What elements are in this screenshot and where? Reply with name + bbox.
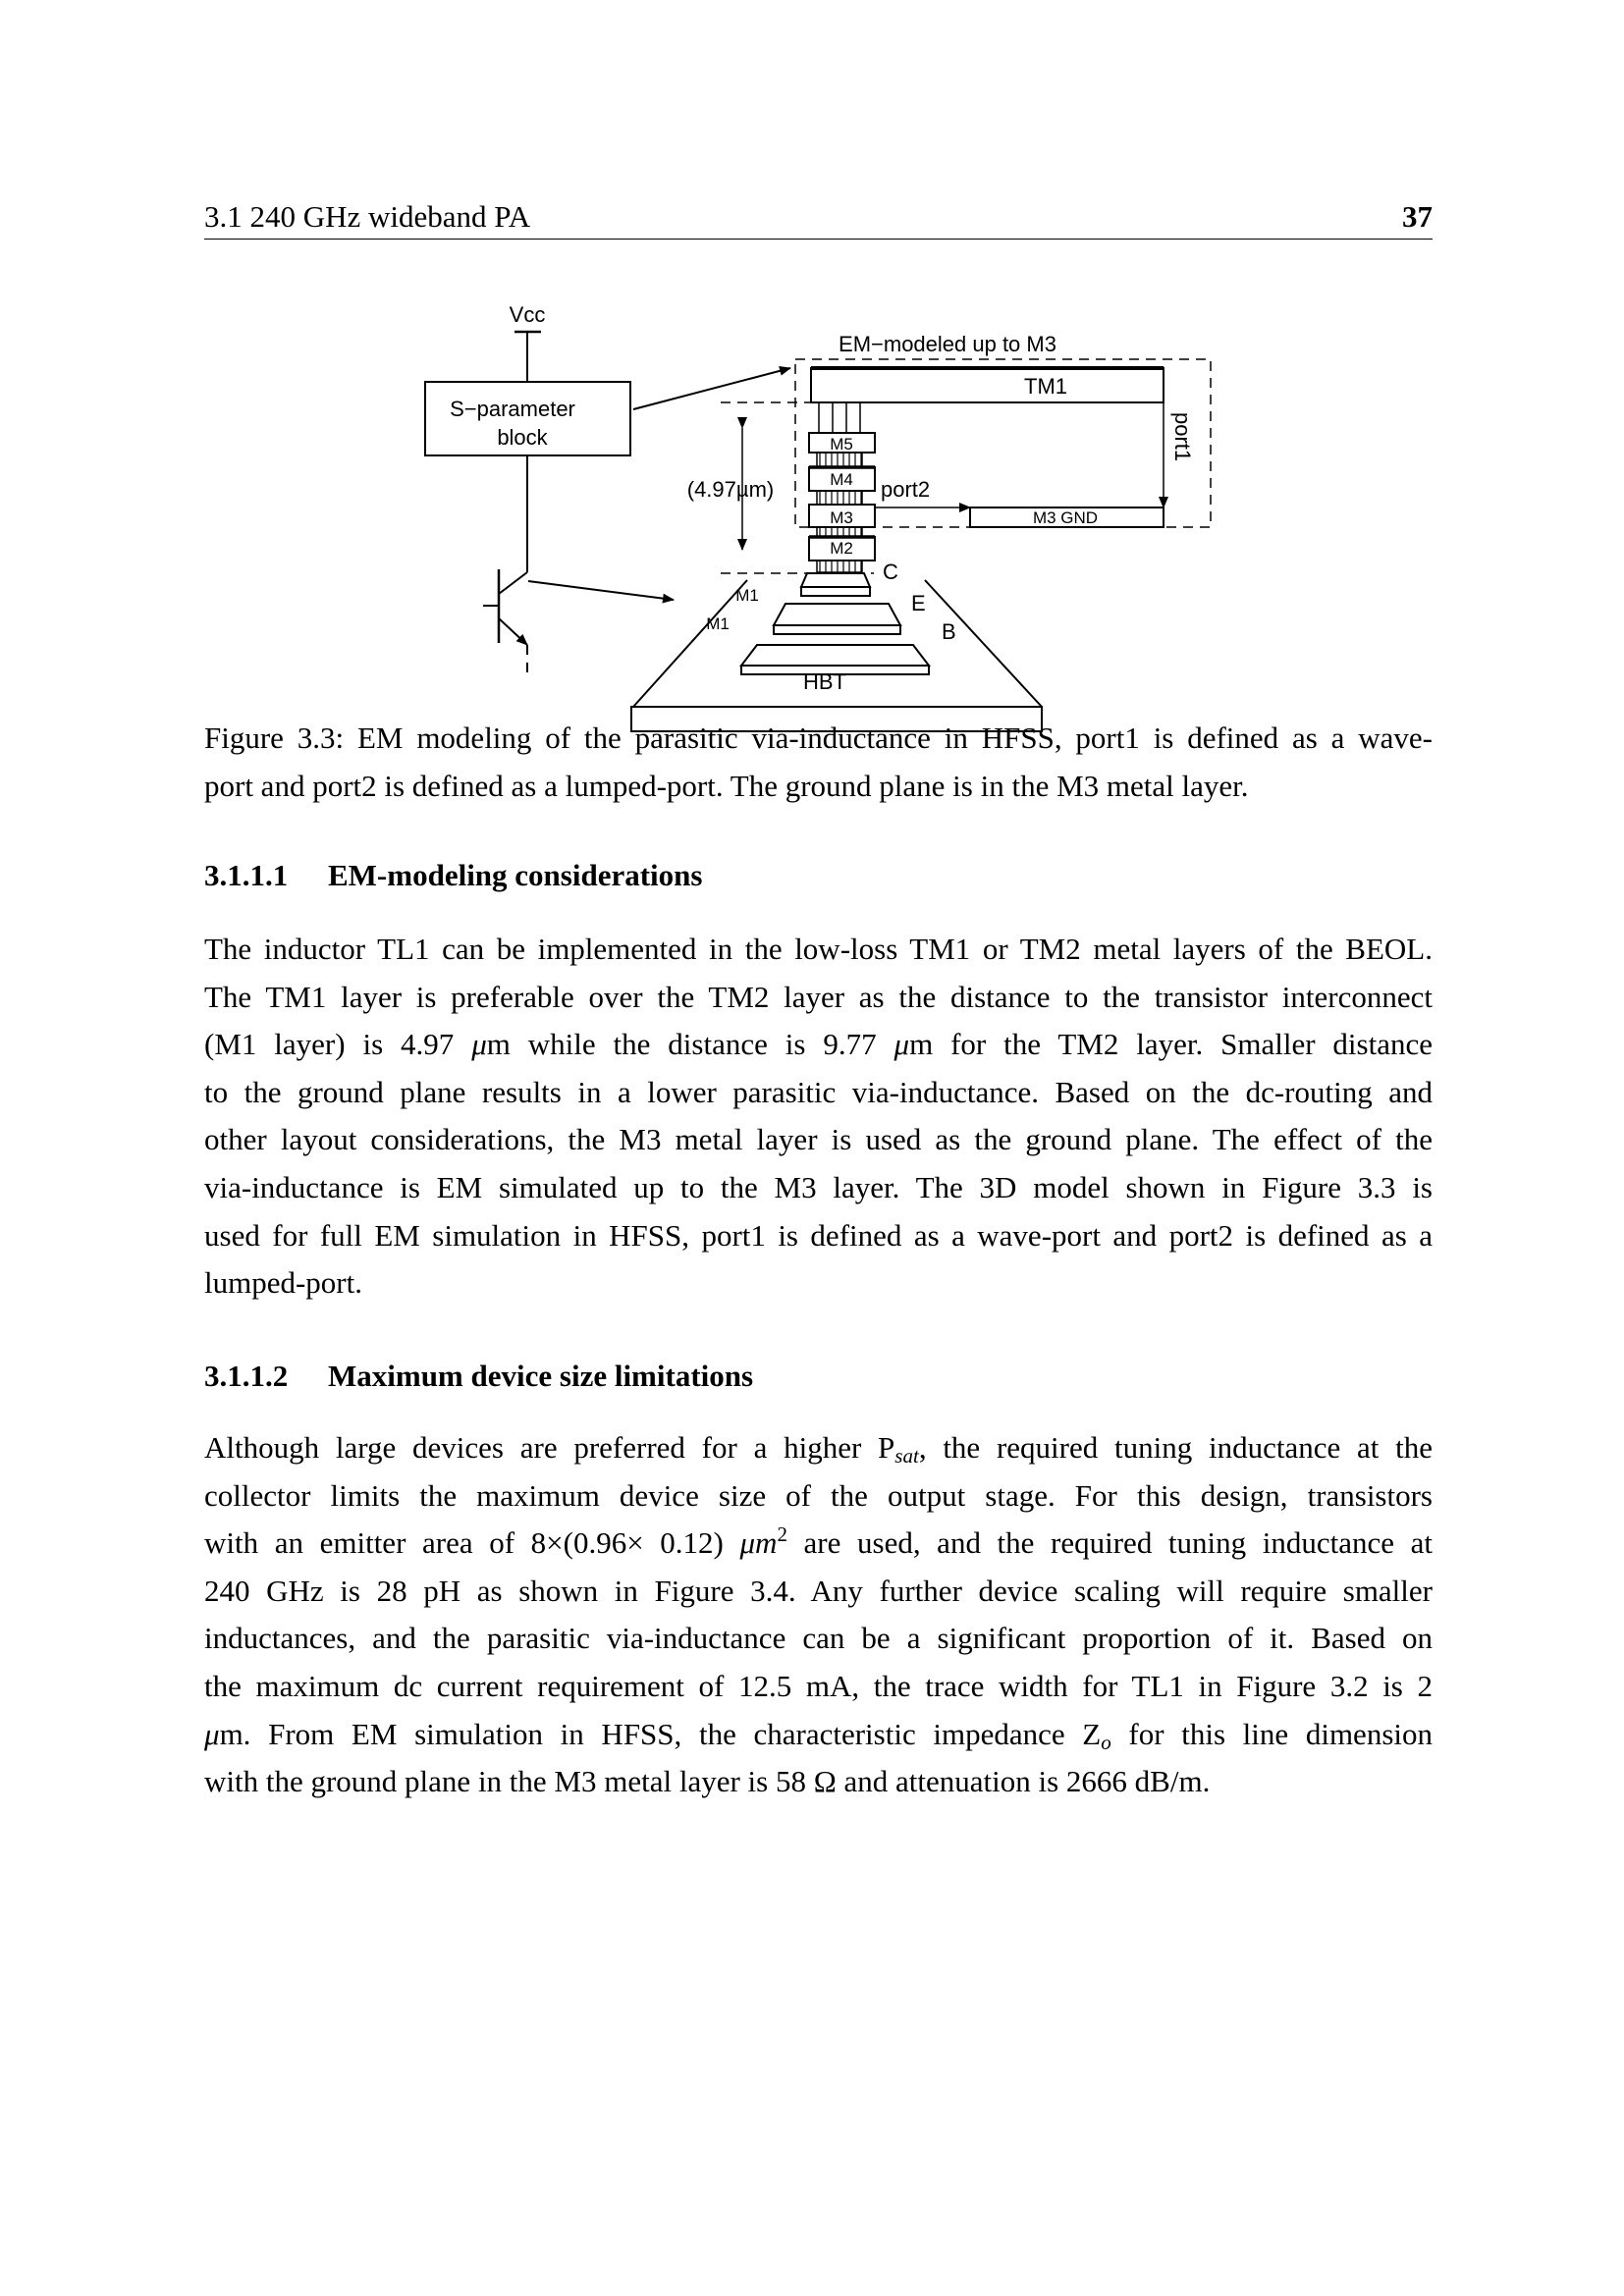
- text-line: [204, 1615, 1433, 1663]
- text-line: [204, 926, 1433, 974]
- text-segment: 240 GHz is 28 pH as shown in Figure 3.4. Any further device scaling will require smaller: [204, 1573, 1433, 1608]
- c-label: C: [883, 560, 898, 584]
- text-segment: port and port2 is defined as a lumped-port. The ground plane is in the M3 metal layer.: [204, 768, 1249, 803]
- text-segment: to the ground plane results in a lower parasitic via-inductance. Based on the dc-routing and: [204, 1074, 1433, 1109]
- text-line: [204, 974, 1433, 1022]
- text-line: [204, 1472, 1433, 1521]
- text-line: [204, 715, 1433, 763]
- sparameter-label: S−parameter: [450, 397, 575, 421]
- header-section-title: 3.1 240 GHz wideband PA: [204, 199, 531, 234]
- text-segment: μ: [471, 1027, 487, 1062]
- m3-gnd-label: M3 GND: [1032, 508, 1099, 527]
- text-segment: μ: [893, 1027, 910, 1062]
- text-segment: 2: [777, 1522, 787, 1547]
- text-segment: m. From EM simulation in HFSS, the characteristic impedance Z: [219, 1716, 1102, 1751]
- port1-label: port1: [1170, 412, 1195, 462]
- m4-label: M4: [830, 470, 853, 489]
- text-segment: with the ground plane in the M3 metal layer is 58 Ω and attenuation is 2666 dB/m.: [204, 1764, 1211, 1799]
- text-segment: are used, and the required tuning inductance at: [786, 1525, 1434, 1561]
- tm1-label: TM1: [1024, 374, 1067, 399]
- m5-label: M5: [830, 435, 853, 454]
- text-segment: the maximum dc current requirement of 12.5 mA, the trace width for TL1 in Figure 3.2 is 2: [204, 1668, 1433, 1703]
- vcc-label: Vcc: [509, 302, 546, 327]
- text-segment: , the required tuning inductance at the: [918, 1430, 1433, 1465]
- m3-label: M3: [830, 508, 853, 527]
- section-title: Maximum device size limitations: [328, 1359, 754, 1393]
- text-line: [204, 1021, 1433, 1069]
- port2-label: port2: [881, 477, 931, 502]
- b-label: B: [942, 619, 956, 644]
- text-segment: The inductor TL1 can be implemented in the low-loss TM1 or TM2 metal layers of the BEOL.: [204, 932, 1433, 966]
- text-line: [204, 1069, 1433, 1117]
- text-segment: Although large devices are preferred for a higher P: [204, 1430, 895, 1465]
- text-segment: sat: [894, 1444, 919, 1468]
- text-segment: inductances, and the parasitic via-inductance can be a significant proportion of it. Based on: [204, 1621, 1433, 1656]
- hbt-label: HBT: [803, 669, 846, 694]
- section-number: 3.1.1.2: [204, 1359, 289, 1393]
- text-segment: μ: [204, 1716, 220, 1751]
- arrow-to-em-box: [633, 368, 790, 409]
- text-line: [204, 763, 1433, 811]
- transistor-icon: [483, 569, 527, 679]
- page-number: 37: [1402, 199, 1433, 234]
- text-line: [204, 1568, 1433, 1616]
- tm1-layer: [811, 368, 1164, 402]
- text-segment: (M1 layer) is 4.97: [204, 1027, 472, 1062]
- text-line: [204, 1758, 1433, 1806]
- em-modeled-label: EM−modeled up to M3: [839, 332, 1056, 356]
- text-line: [204, 1424, 1433, 1472]
- section-heading: [204, 1359, 753, 1394]
- text-line: [204, 1520, 1433, 1568]
- text-line: [204, 1663, 1433, 1711]
- text-segment: lumped-port.: [204, 1265, 362, 1301]
- text-segment: via-inductance is EM simulated up to the M3 layer. The 3D model shown in Figure 3.3 is: [204, 1169, 1433, 1204]
- text-line: [204, 1212, 1433, 1260]
- text-segment: with an emitter area of 8×(0.96× 0.12): [204, 1525, 740, 1561]
- paragraph: [204, 926, 1433, 1308]
- section-number: 3.1.1.1: [204, 858, 289, 892]
- sparameter-label-2: block: [497, 425, 548, 450]
- text-segment: m while the distance is 9.77: [486, 1027, 894, 1062]
- text-segment: other layout considerations, the M3 metal layer is used as the ground plane. The effect of the: [204, 1122, 1433, 1157]
- text-line: [204, 1259, 1433, 1308]
- text-segment: o: [1101, 1730, 1111, 1754]
- distance-label: (4.97µm): [686, 477, 775, 502]
- text-line: [204, 1164, 1433, 1212]
- arrow-to-hbt: [528, 581, 674, 600]
- m1-base-label: M1: [706, 614, 730, 633]
- section-heading: [204, 858, 702, 893]
- text-segment: for this line dimension: [1110, 1716, 1433, 1751]
- figure-3-3-diagram: [0, 0, 1624, 982]
- text-segment: m for the TM2 layer. Smaller distance: [909, 1027, 1434, 1062]
- m1-emitter-label: M1: [735, 586, 759, 605]
- text-line: [204, 1116, 1433, 1164]
- text-segment: The TM1 layer is preferable over the TM2 layer as the distance to the transistor interconnect: [204, 979, 1433, 1014]
- m2-label: M2: [830, 539, 853, 558]
- e-label: E: [911, 591, 926, 615]
- text-line: [204, 1711, 1433, 1759]
- section-title: EM-modeling considerations: [328, 858, 703, 892]
- paragraph: [204, 1424, 1433, 1806]
- text-segment: Figure 3.3: EM modeling of the parasitic via-inductance in HFSS, port1 is defined as a wave-: [204, 721, 1433, 755]
- figure-caption: [204, 715, 1433, 810]
- text-segment: used for full EM simulation in HFSS, port1 is defined as a wave-port and port2 is defined as a: [204, 1217, 1433, 1253]
- text-segment: collector limits the maximum device size of the output stage. For this design, transistors: [204, 1477, 1433, 1513]
- hbt-structure: [631, 573, 1042, 731]
- text-segment: μm: [739, 1525, 778, 1561]
